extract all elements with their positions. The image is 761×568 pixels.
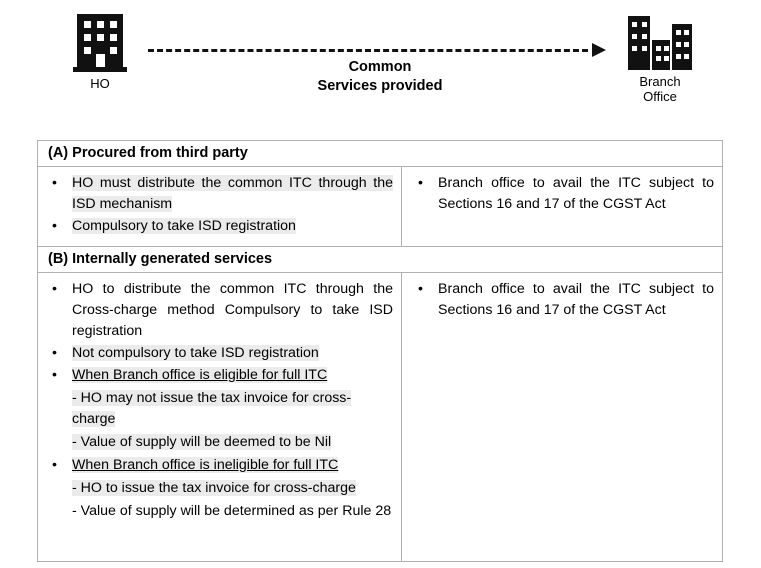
node-branch-office-label-line2: Office — [643, 89, 677, 104]
case-ineligible-title: When Branch office is ineligible for full ITC — [72, 457, 339, 473]
city-buildings-icon — [618, 8, 702, 70]
list-item: • Not compulsory to take ISD registration — [46, 343, 393, 364]
flow-caption — [250, 58, 510, 96]
node-branch-office-label-line1: Branch — [639, 74, 681, 89]
flow-diagram — [0, 0, 761, 125]
case-eligible-point-2: - Value of supply will be deemed to be Nil — [72, 434, 332, 450]
list-item: • Branch office to avail the ITC subject to Sections 16 and 17 of the CGST Act — [412, 173, 714, 215]
case-eligible-point-1: - HO may not issue the tax invoice for cross-charge — [72, 390, 352, 427]
list-item: • Branch office to avail the ITC subject to Sections 16 and 17 of the CGST Act — [412, 279, 714, 321]
section-heading-b: (B) Internally generated services — [38, 246, 722, 273]
section-a-ho-cell — [38, 167, 402, 246]
list-item — [46, 455, 393, 476]
office-building-icon — [73, 10, 127, 72]
flow-caption-line1: Common — [348, 59, 412, 75]
list-item: • HO must distribute the common ITC through the ISD mechanism — [46, 173, 393, 215]
comparison-table — [37, 140, 723, 562]
node-head-office-label: HO — [90, 76, 110, 91]
list-item: • Compulsory to take ISD registration — [46, 216, 393, 237]
table-row — [38, 273, 722, 561]
case-eligible-title: When Branch office is eligible for full ITC — [72, 367, 328, 383]
case-ineligible-point-1: - HO to issue the tax invoice for cross-charge — [72, 480, 356, 496]
section-heading-a: (A) Procured from third party — [38, 141, 722, 167]
list-item — [46, 365, 393, 386]
list-item: • HO to distribute the common ITC through the Cross-charge method Compulsory to take ISD registration — [46, 279, 393, 342]
section-b-ho-cell — [38, 273, 402, 561]
section-b-branch-cell — [402, 273, 722, 561]
node-branch-office — [612, 8, 708, 104]
section-a-branch-cell — [402, 167, 722, 246]
table-row — [38, 167, 722, 246]
case-ineligible-point-2: - Value of supply will be determined as per Rule 28 — [72, 503, 392, 519]
dashed-arrow-right-icon — [148, 45, 606, 57]
node-head-office — [58, 10, 142, 91]
flow-caption-line2: Services provided — [317, 78, 443, 94]
